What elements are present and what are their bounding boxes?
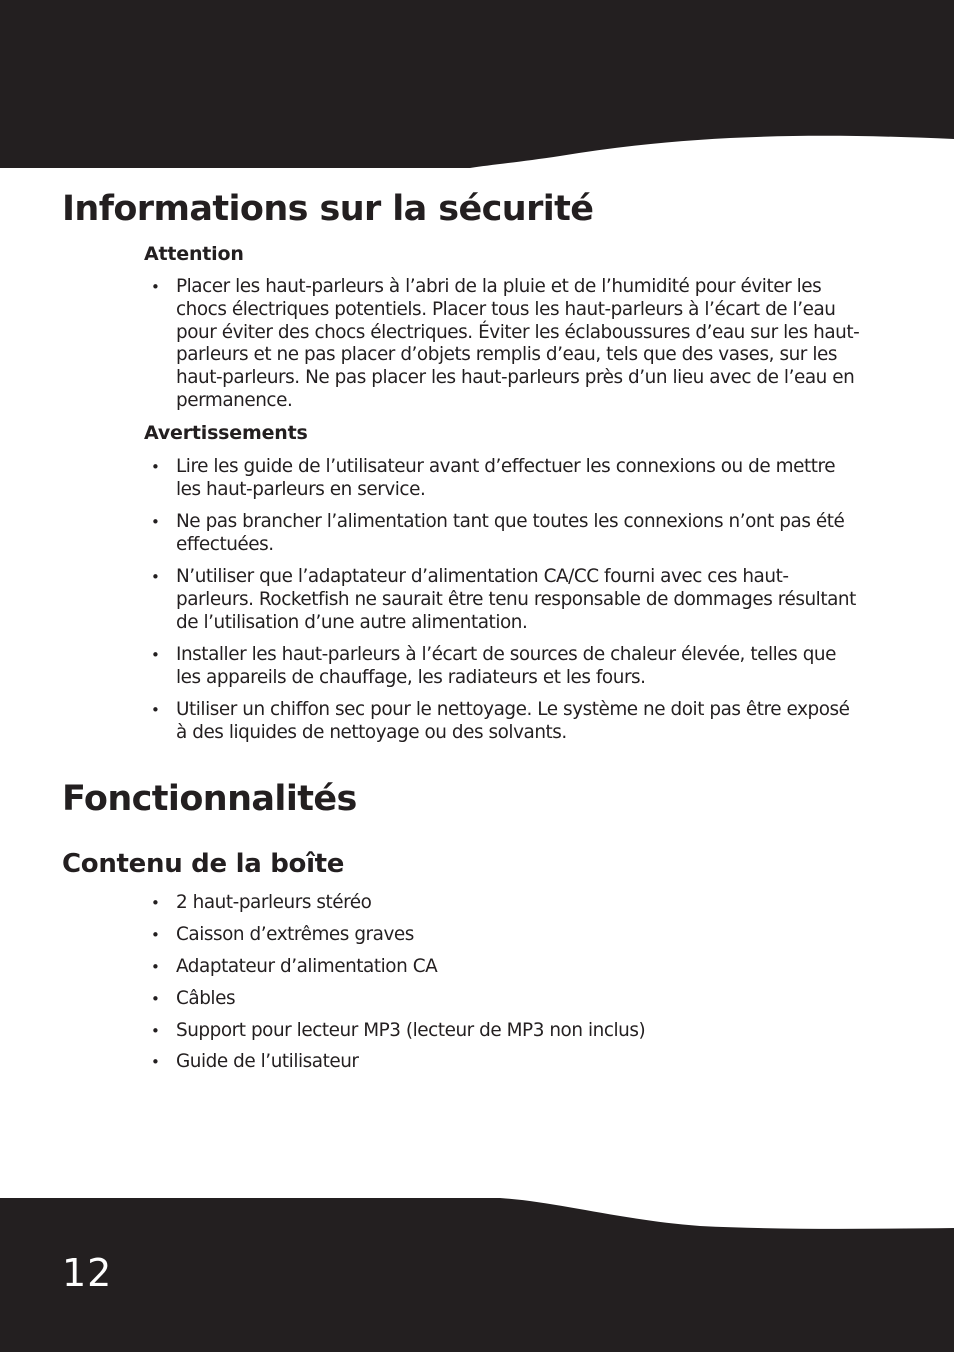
attention-heading: Attention — [144, 243, 244, 265]
warnings-list — [144, 456, 860, 754]
page-number: 12 — [62, 1251, 113, 1295]
features-title: Fonctionnalités — [62, 779, 357, 819]
box-contents-list — [144, 892, 860, 1083]
box-contents-heading: Contenu de la boîte — [62, 849, 345, 879]
list-item: • N’utiliser que l’adaptateur d’alimentation CA/CC fourni avec ces haut-parleurs. Rocketfish ne saurait être tenu responsable de dommages résultant de l’utilisation d’une autre alimentation. — [144, 566, 860, 634]
list-item: • Placer les haut-parleurs à l’abri de la pluie et de l’humidité pour éviter les chocs électriques potentiels. Placer tous les haut-parleurs à l’écart de l’eau pour éviter des chocs électriques. Éviter les éclaboussures d’eau sur les haut-parleurs et ne pas placer d’objets remplis d’eau, tels que des vases, sur les haut-parleurs. Ne pas placer les haut-parleurs près d’un lieu avec de l’eau en permanence. — [144, 276, 860, 413]
list-item: • Installer les haut-parleurs à l’écart de sources de chaleur élevée, telles que les appareils de chauffage, les radiateurs et les fours. — [144, 644, 860, 690]
footer-band — [0, 1190, 954, 1352]
warnings-heading: Avertissements — [144, 422, 308, 444]
list-item: • Caisson d’extrêmes graves — [144, 924, 860, 947]
list-item: • Câbles — [144, 988, 860, 1011]
safety-title: Informations sur la sécurité — [62, 189, 594, 229]
list-item: • Ne pas brancher l’alimentation tant que toutes les connexions n’ont pas été effectuées. — [144, 511, 860, 557]
list-item: • Adaptateur d’alimentation CA — [144, 956, 860, 979]
list-item: • 2 haut-parleurs stéréo — [144, 892, 860, 915]
attention-list — [144, 276, 860, 413]
list-item: • Lire les guide de l’utilisateur avant d’effectuer les connexions ou de mettre les haut-parleurs en service. — [144, 456, 860, 502]
list-item: • Guide de l’utilisateur — [144, 1051, 860, 1074]
list-item: • Support pour lecteur MP3 (lecteur de MP3 non inclus) — [144, 1020, 860, 1043]
header-band — [0, 0, 954, 175]
list-item: • Utiliser un chiffon sec pour le nettoyage. Le système ne doit pas être exposé à des liquides de nettoyage ou des solvants. — [144, 699, 860, 745]
